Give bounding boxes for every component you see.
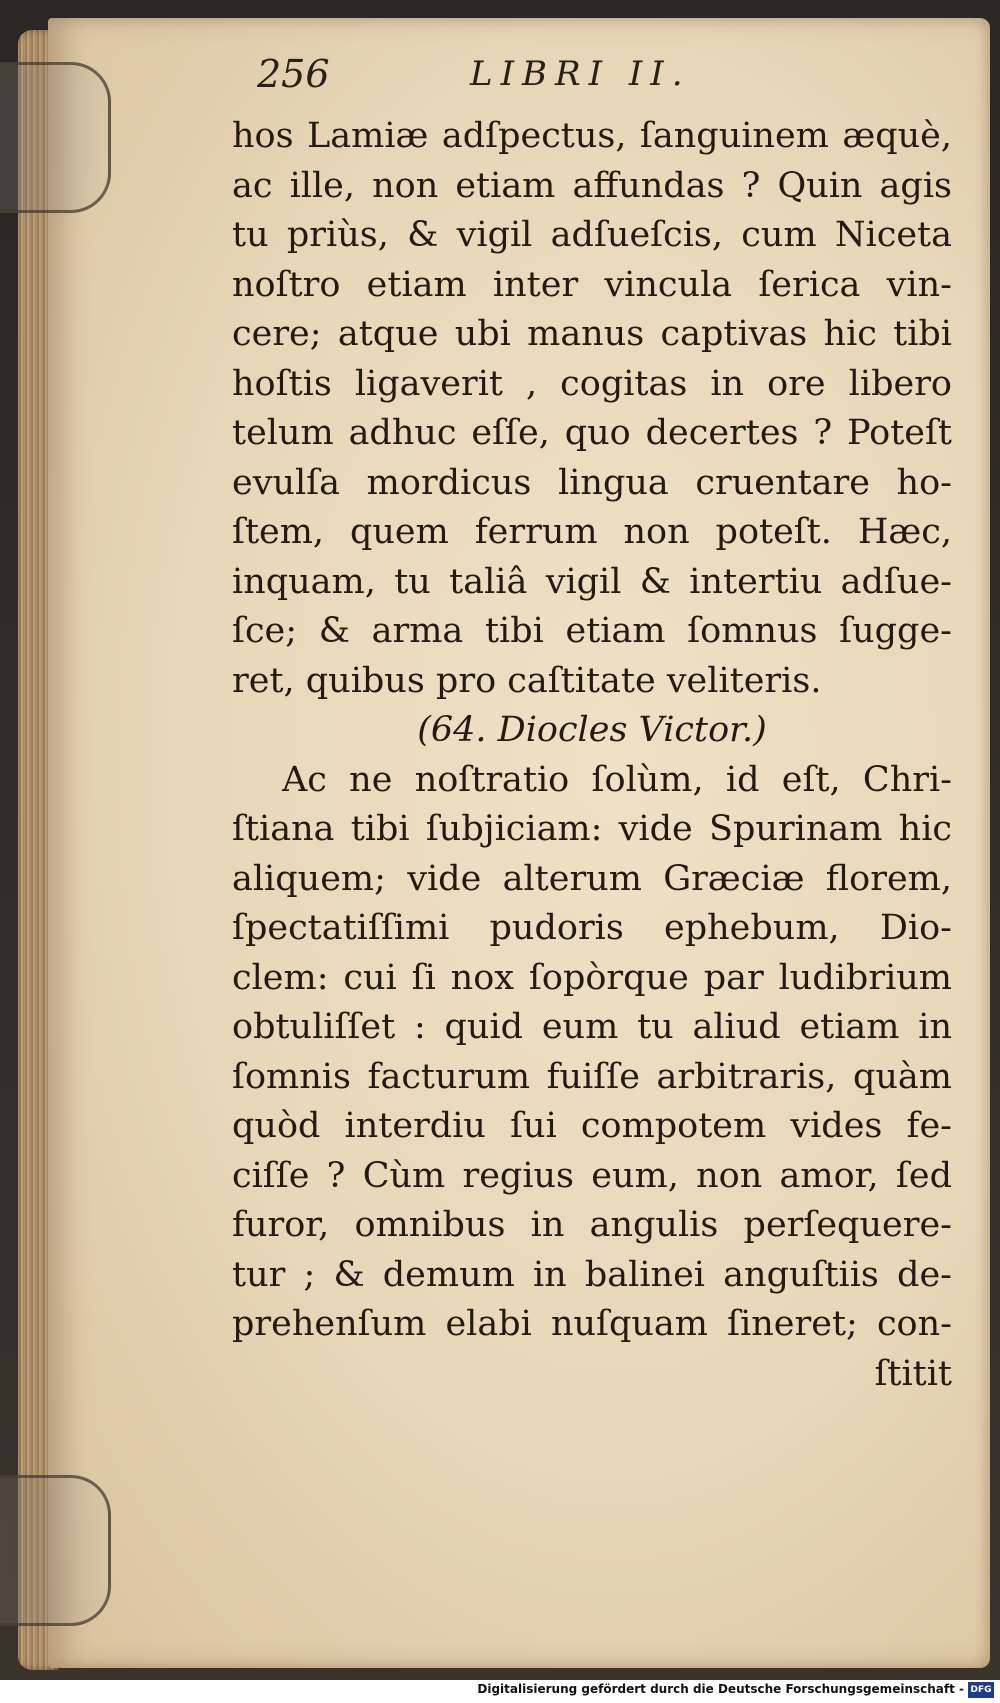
text-line: ac ille, non etiam affundas ? Quin agis [232, 165, 952, 206]
page-header [0, 52, 1000, 102]
digitization-footer [0, 1680, 1000, 1703]
text-line: telum adhuc eſſe, quo decertes ? Poteſt [232, 413, 952, 453]
text-line: Ac ne noſtratio ſolùm, id eſt, Chri- [282, 759, 952, 800]
page-number: 256 [257, 52, 330, 96]
text-line: ret, quibus pro caſtitate veliteris. [232, 660, 822, 701]
dfg-logo: DFG [968, 1682, 994, 1698]
text-line: ſpectatiſſimi pudoris ephebum, Dio- [232, 908, 952, 948]
text-line: prehenſum elabi nuſquam ſineret; con- [232, 1304, 952, 1344]
text-line: inquam, tu taliâ vigil & intertiu adſue- [232, 561, 952, 602]
text-line: cere; atque ubi manus captivas hic tibi [232, 314, 952, 354]
text-line: obtuliſſet : quid eum tu aliud etiam in [232, 1007, 952, 1047]
text-line: aliquem; vide alterum Græciæ florem, [232, 858, 952, 899]
text-line: noſtro etiam inter vincula ſerica vin- [232, 264, 952, 305]
text-line: ciſſe ? Cùm regius eum, non amor, ſed [232, 1155, 952, 1196]
text-line: tur ; & demum in balinei anguſtiis de- [232, 1254, 952, 1295]
text-line: tu priùs, & vigil adſueſcis, cum Niceta [232, 215, 952, 255]
text-line: quòd interdiu ſui compotem vides fe- [232, 1106, 952, 1146]
text-line: ſtem, quem ferrum non poteſt. Hæc, [232, 512, 952, 552]
text-line: ſtiana tibi ſubjiciam: vide Spurinam hic [232, 809, 952, 849]
running-head: LIBRI II. [470, 54, 691, 94]
text-line: hoſtis ligaverit , cogitas in ore libero [232, 363, 952, 404]
text-line: clem: cui ſi nox ſopòrque par ludibrium [232, 957, 952, 998]
text-line: evulſa mordicus lingua cruentare ho- [232, 462, 952, 503]
body-text [232, 112, 952, 1399]
catchword: ſtitit [874, 1353, 952, 1394]
page-holder-clip-bottom [0, 1475, 111, 1626]
text-line: ſomnis facturum fuiſſe arbitraris, quàm [232, 1056, 952, 1097]
text-line: ſce; & arma tibi etiam ſomnus ſugge- [232, 611, 952, 651]
section-heading: (64. Diocles Victor.) [417, 710, 767, 750]
funding-credit: Digitalisierung gefördert durch die Deutsche Forschungsgemeinschaft - [477, 1682, 964, 1696]
text-line: furor, omnibus in angulis perſequere- [232, 1205, 952, 1245]
text-line: hos Lamiæ adſpectus, ſanguinem æquè, [232, 116, 952, 156]
